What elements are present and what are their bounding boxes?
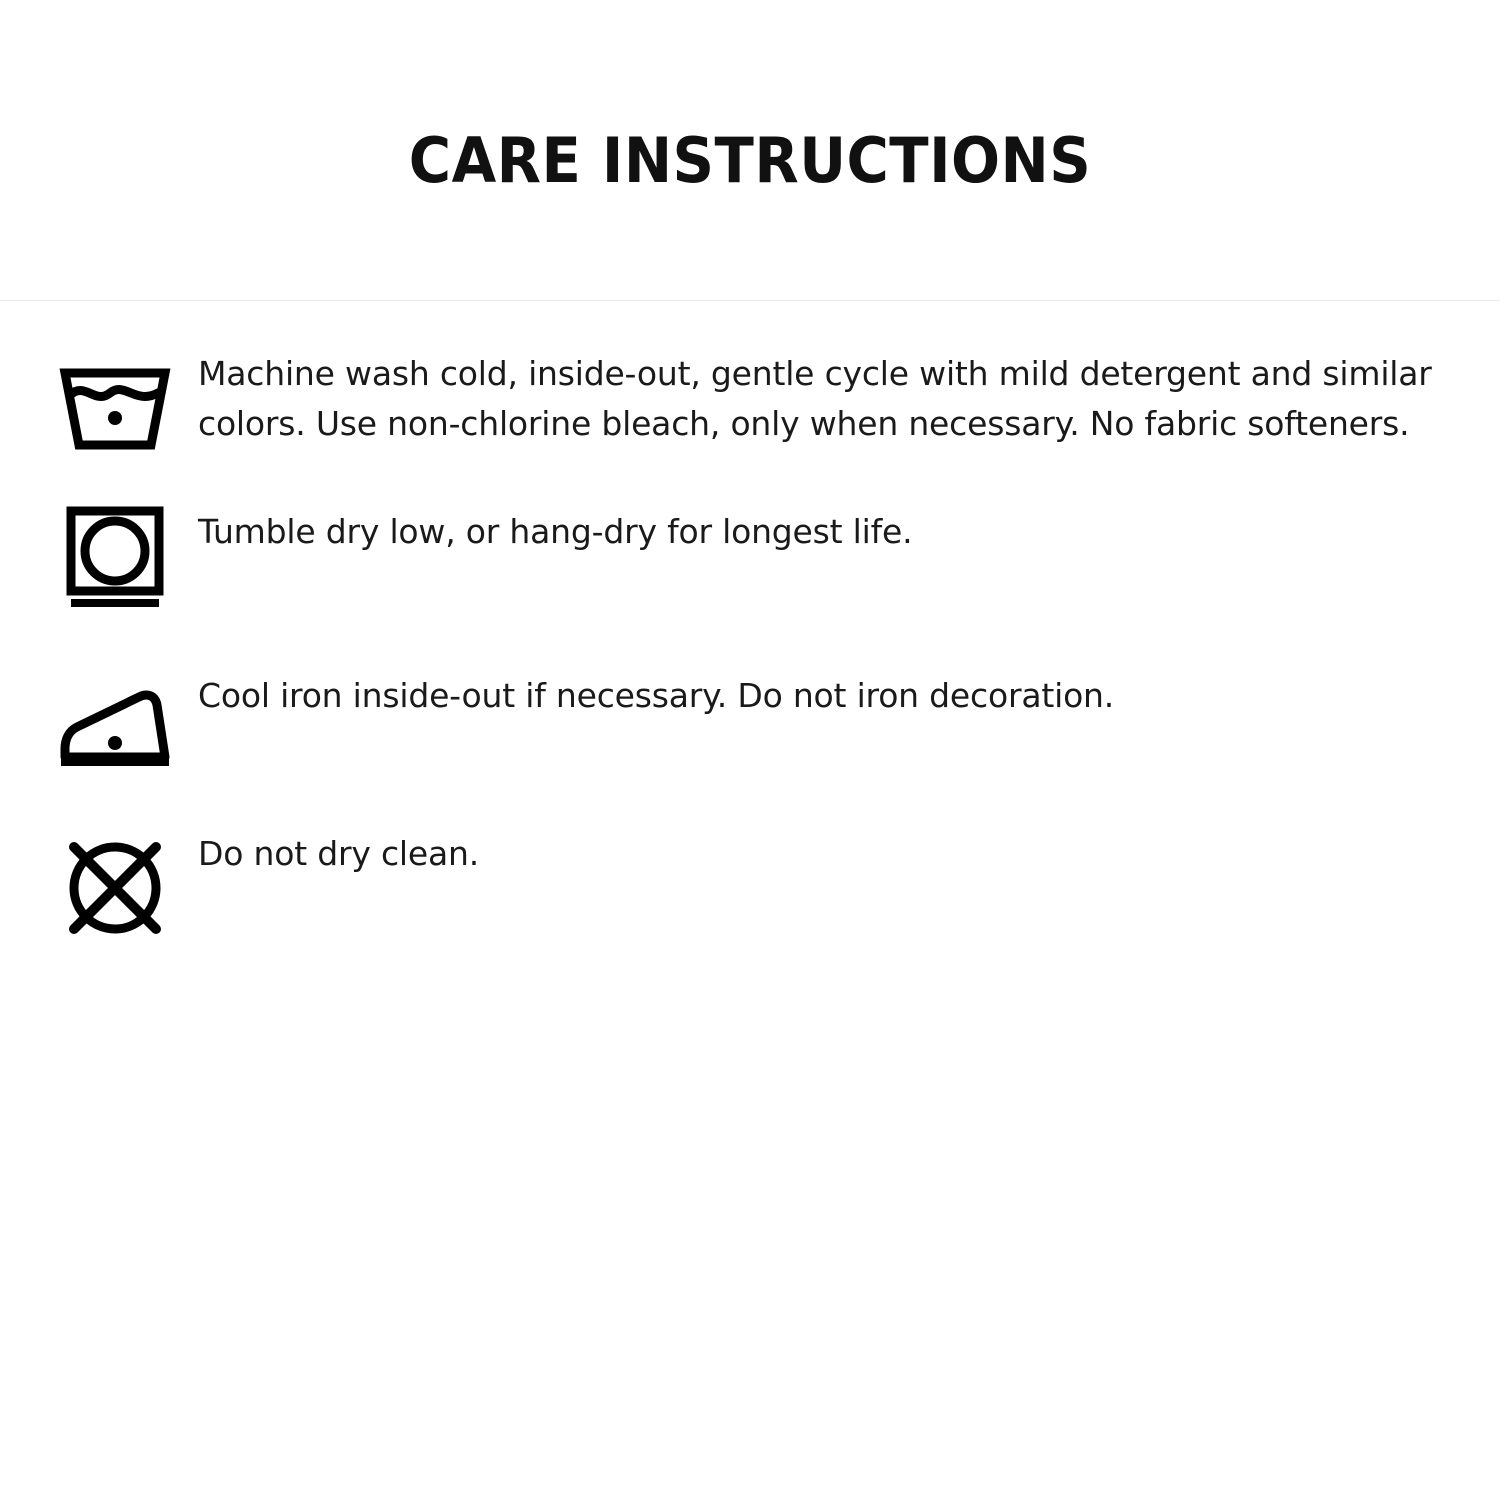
list-item-text: Machine wash cold, inside-out, gentle cycle with mild detergent and similar colors. Use non-chlorine bleach, only when necessary. No fabric softeners. <box>198 354 1432 444</box>
page-title: CARE INSTRUCTIONS <box>408 124 1092 197</box>
list-item-text: Cool iron inside-out if necessary. Do not iron decoration. <box>198 676 1115 715</box>
tumble-dry-low-icon <box>40 501 190 613</box>
list-item <box>0 671 1500 771</box>
header-divider <box>0 300 1500 301</box>
care-instructions-list <box>0 345 1500 941</box>
list-item <box>0 349 1500 453</box>
cool-iron-icon <box>40 671 190 771</box>
list-item <box>0 829 1500 941</box>
machine-wash-cold-icon <box>40 349 190 453</box>
do-not-dry-clean-icon <box>40 829 190 941</box>
list-item <box>0 501 1500 613</box>
list-item-text: Do not dry clean. <box>198 834 479 873</box>
list-item-text: Tumble dry low, or hang-dry for longest life. <box>198 512 913 551</box>
